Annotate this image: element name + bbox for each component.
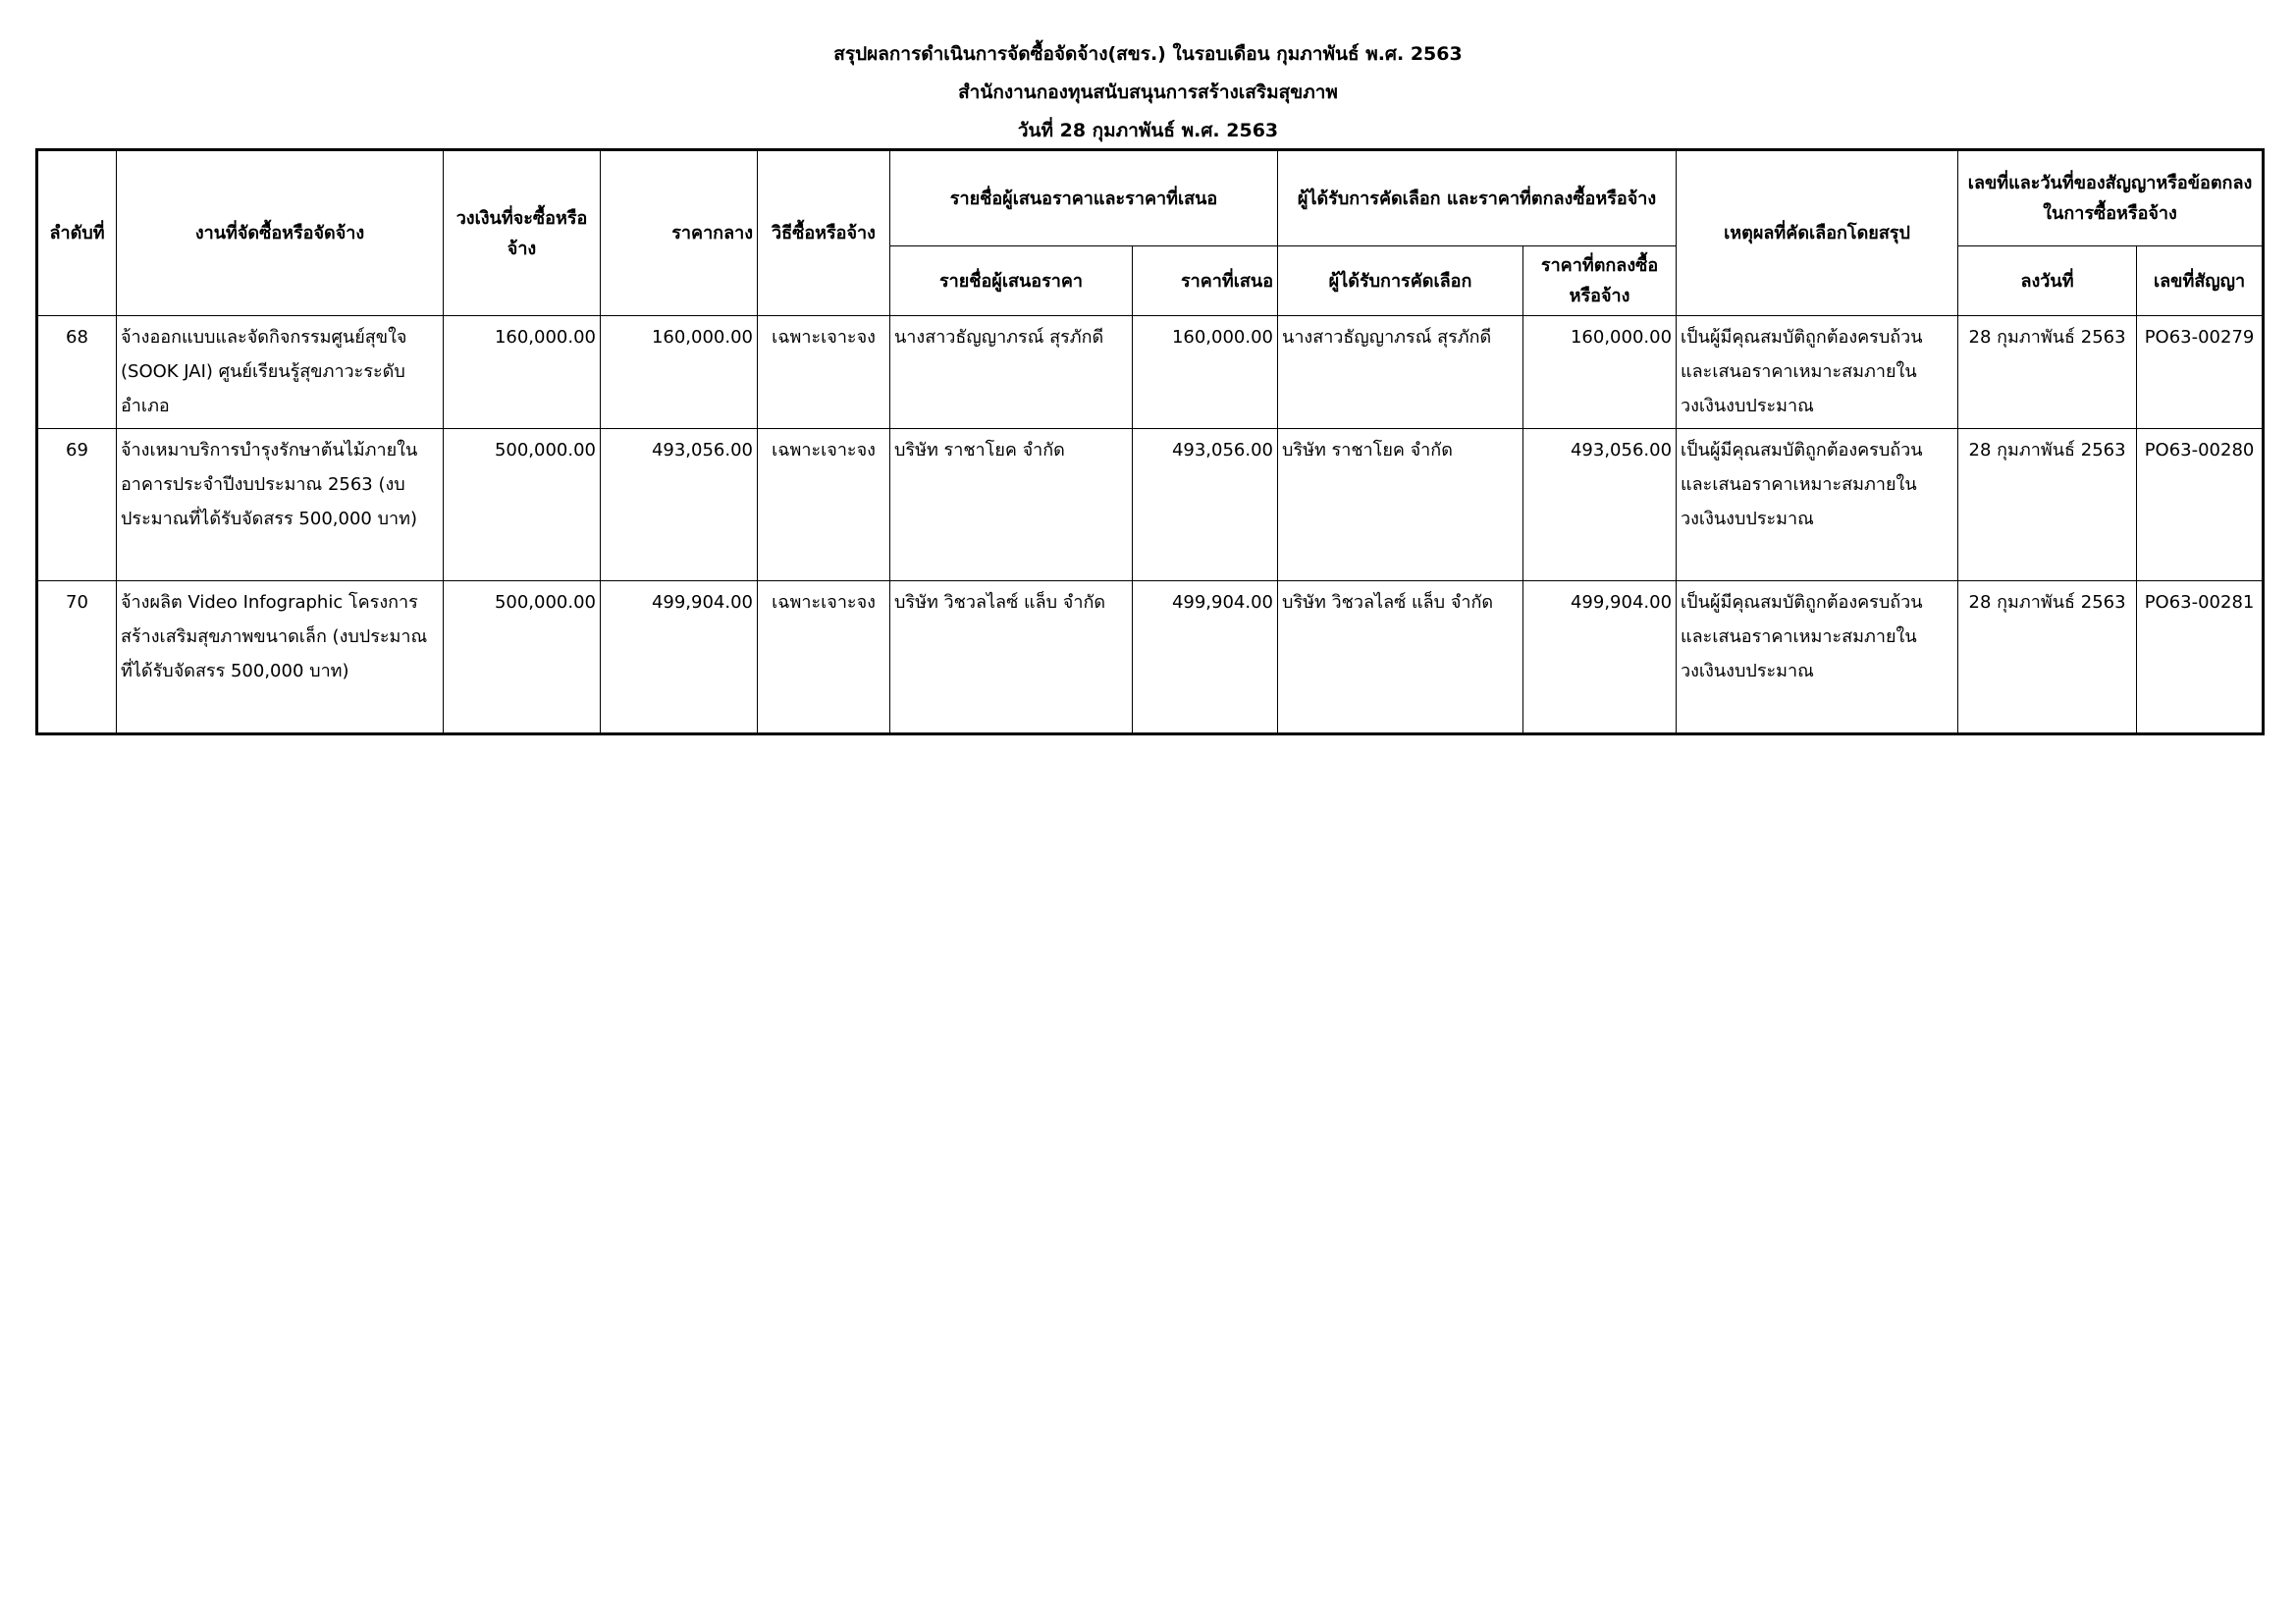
cell-work: จ้างผลิต Video Infographic โครงการสร้างเสริมสุขภาพขนาดเล็ก (งบประมาณที่ได้รับจัดสรร 500,000 บาท) xyxy=(117,581,444,734)
cell-reason: เป็นผู้มีคุณสมบัติถูกต้องครบถ้วนและเสนอราคาเหมาะสมภายในวงเงินงบประมาณ xyxy=(1677,316,1958,429)
header-row xyxy=(37,150,2264,246)
cell-selected-name: บริษัท วิชวลไลซ์ แล็บ จำกัด xyxy=(1278,581,1523,734)
cell-contract-date: 28 กุมภาพันธ์ 2563 xyxy=(1958,316,2137,429)
header-budget: วงเงินที่จะซื้อหรือจ้าง xyxy=(444,150,601,316)
cell-median-price: 160,000.00 xyxy=(601,316,758,429)
report-date: วันที่ 28 กุมภาพันธ์ พ.ศ. 2563 xyxy=(1017,120,1279,141)
cell-bidder-name: บริษัท ราชาโยค จำกัด xyxy=(890,429,1133,581)
cell-agreed-price: 493,056.00 xyxy=(1523,429,1677,581)
cell-bid-price: 499,904.00 xyxy=(1133,581,1278,734)
header-seq: ลำดับที่ xyxy=(37,150,117,316)
cell-agreed-price: 160,000.00 xyxy=(1523,316,1677,429)
header-agreed-price: ราคาที่ตกลงซื้อหรือจ้าง xyxy=(1523,246,1677,316)
cell-contract-no: PO63-00281 xyxy=(2137,581,2264,734)
cell-method: เฉพาะเจาะจง xyxy=(758,316,890,429)
cell-method: เฉพาะเจาะจง xyxy=(758,429,890,581)
header-contract-no: เลขที่สัญญา xyxy=(2137,246,2264,316)
cell-work: จ้างเหมาบริการบำรุงรักษาต้นไม้ภายในอาคารประจำปีงบประมาณ 2563 (งบประมาณที่ได้รับจัดสรร 500,000 บาท) xyxy=(117,429,444,581)
header-bid-price: ราคาที่เสนอ xyxy=(1133,246,1278,316)
header-bidders-group: รายชื่อผู้เสนอราคาและราคาที่เสนอ xyxy=(890,150,1278,246)
cell-selected-name: นางสาวธัญญาภรณ์ สุรภักดี xyxy=(1278,316,1523,429)
cell-median-price: 499,904.00 xyxy=(601,581,758,734)
header-selected-name: ผู้ได้รับการคัดเลือก xyxy=(1278,246,1523,316)
header-selected-group: ผู้ได้รับการคัดเลือก และราคาที่ตกลงซื้อหรือจ้าง xyxy=(1278,150,1677,246)
header-contract-date: ลงวันที่ xyxy=(1958,246,2137,316)
document-header xyxy=(0,35,2296,150)
agency-name: สำนักงานกองทุนสนับสนุนการสร้างเสริมสุขภาพ xyxy=(958,81,1338,103)
table-row xyxy=(37,316,2264,429)
cell-agreed-price: 499,904.00 xyxy=(1523,581,1677,734)
cell-median-price: 493,056.00 xyxy=(601,429,758,581)
cell-work: จ้างออกแบบและจัดกิจกรรมศูนย์สุขใจ (SOOK JAI) ศูนย์เรียนรู้สุขภาวะระดับอำเภอ xyxy=(117,316,444,429)
report-title: สรุปผลการดำเนินการจัดซื้อจัดจ้าง(สขร.) ในรอบเดือน กุมภาพันธ์ พ.ศ. 2563 xyxy=(833,43,1463,65)
cell-seq: 68 xyxy=(37,316,117,429)
header-contract-group: เลขที่และวันที่ของสัญญาหรือข้อตกลงในการซื้อหรือจ้าง xyxy=(1958,150,2264,246)
cell-seq: 70 xyxy=(37,581,117,734)
cell-reason: เป็นผู้มีคุณสมบัติถูกต้องครบถ้วนและเสนอราคาเหมาะสมภายในวงเงินงบประมาณ xyxy=(1677,429,1958,581)
cell-budget: 500,000.00 xyxy=(444,581,601,734)
table-row xyxy=(37,429,2264,581)
cell-bid-price: 160,000.00 xyxy=(1133,316,1278,429)
cell-reason: เป็นผู้มีคุณสมบัติถูกต้องครบถ้วนและเสนอราคาเหมาะสมภายในวงเงินงบประมาณ xyxy=(1677,581,1958,734)
header-bidder-name: รายชื่อผู้เสนอราคา xyxy=(890,246,1133,316)
cell-budget: 160,000.00 xyxy=(444,316,601,429)
cell-method: เฉพาะเจาะจง xyxy=(758,581,890,734)
cell-selected-name: บริษัท ราชาโยค จำกัด xyxy=(1278,429,1523,581)
cell-bid-price: 493,056.00 xyxy=(1133,429,1278,581)
cell-contract-no: PO63-00280 xyxy=(2137,429,2264,581)
header-work: งานที่จัดซื้อหรือจัดจ้าง xyxy=(117,150,444,316)
table-row xyxy=(37,581,2264,734)
header-median-price: ราคากลาง xyxy=(601,150,758,316)
cell-bidder-name: บริษัท วิชวลไลซ์ แล็บ จำกัด xyxy=(890,581,1133,734)
header-reason: เหตุผลที่คัดเลือกโดยสรุป xyxy=(1677,150,1958,316)
cell-budget: 500,000.00 xyxy=(444,429,601,581)
cell-bidder-name: นางสาวธัญญาภรณ์ สุรภักดี xyxy=(890,316,1133,429)
cell-contract-date: 28 กุมภาพันธ์ 2563 xyxy=(1958,429,2137,581)
cell-contract-no: PO63-00279 xyxy=(2137,316,2264,429)
header-method: วิธีซื้อหรือจ้าง xyxy=(758,150,890,316)
procurement-table xyxy=(35,148,2265,735)
cell-seq: 69 xyxy=(37,429,117,581)
cell-contract-date: 28 กุมภาพันธ์ 2563 xyxy=(1958,581,2137,734)
